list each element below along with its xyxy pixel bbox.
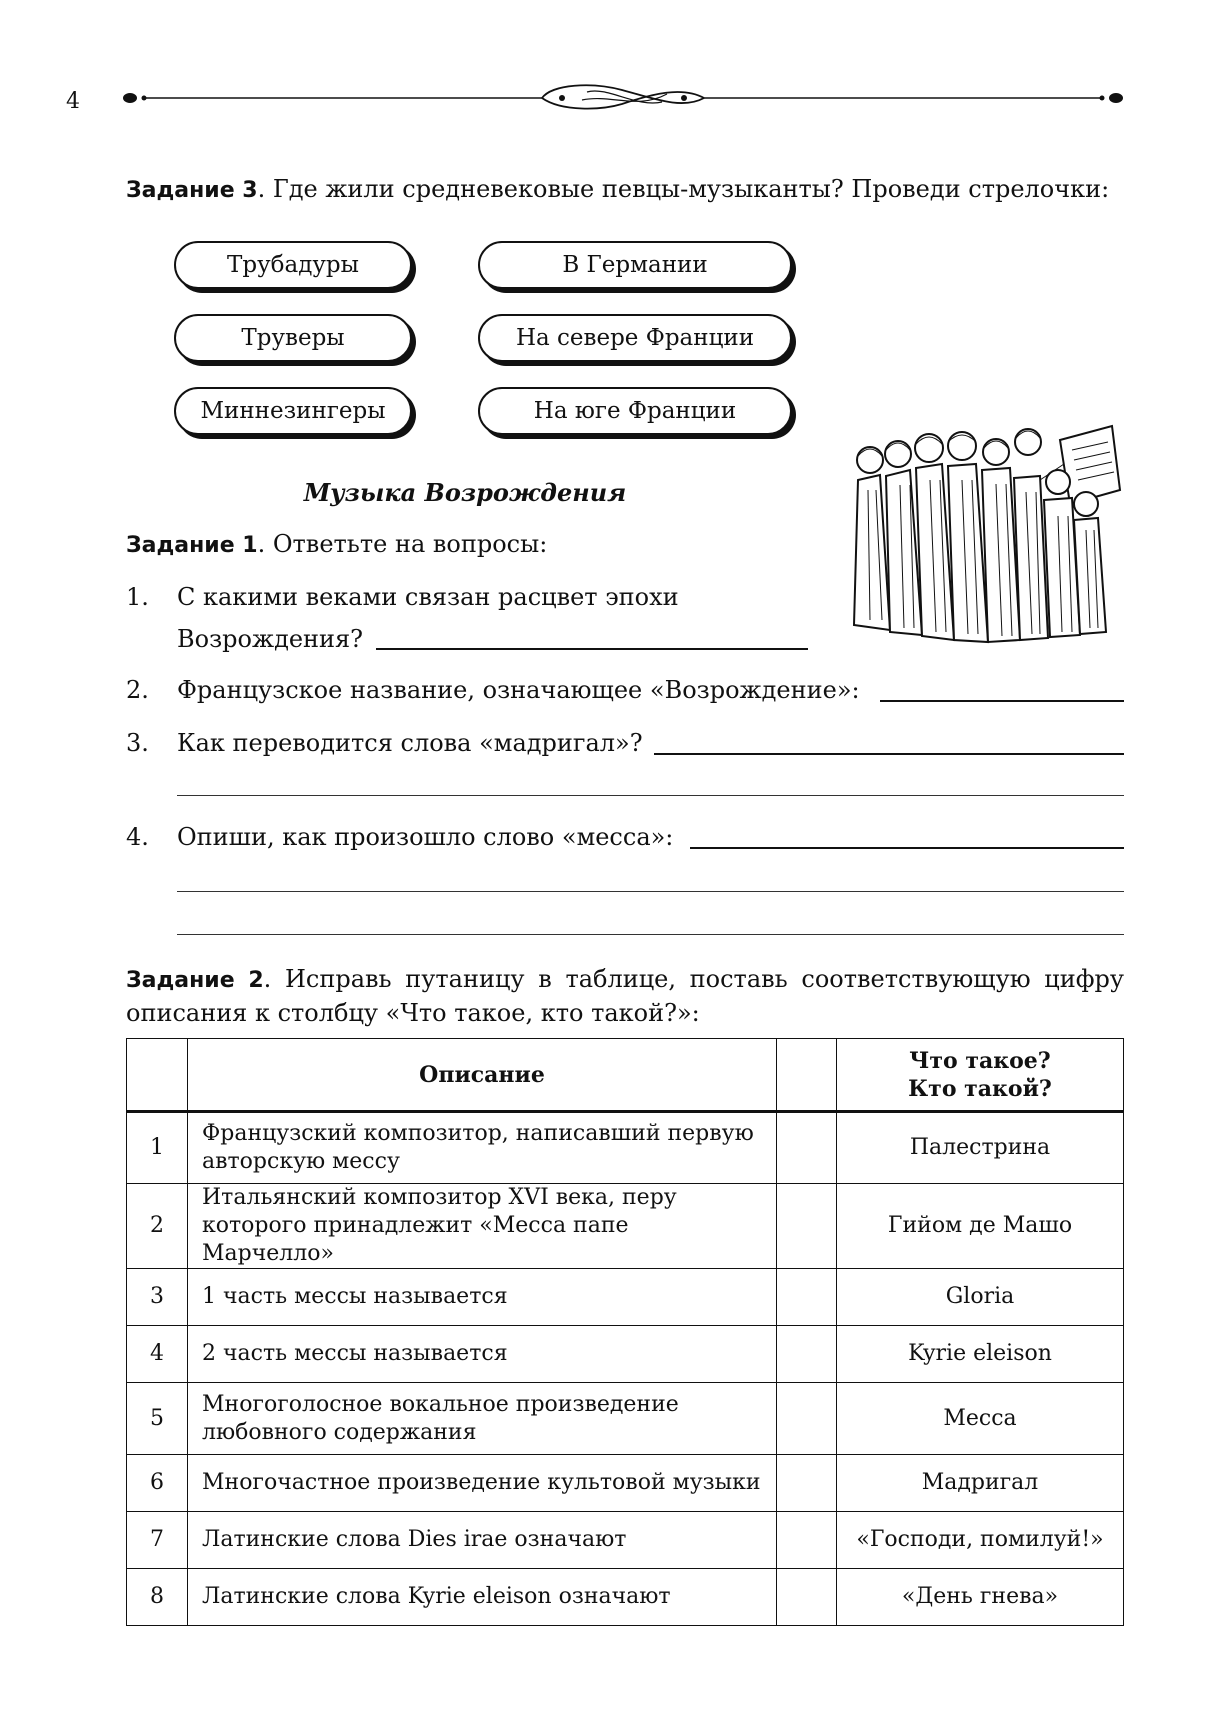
row-number: 8 bbox=[127, 1569, 188, 1626]
row-description: Итальянский композитор XVI века, перу которого принадлежит «Месса папе Марчелло» bbox=[188, 1184, 777, 1269]
table-row bbox=[127, 1512, 1124, 1569]
row-number: 6 bbox=[127, 1455, 188, 1512]
answer-line-3a[interactable] bbox=[654, 753, 1124, 755]
header-what: Что такое? Кто такой? bbox=[837, 1039, 1124, 1112]
row-number: 7 bbox=[127, 1512, 188, 1569]
row-term: Месса bbox=[837, 1383, 1124, 1455]
header-num-cell bbox=[127, 1039, 188, 1112]
question-1-text-cont: Возрождения? bbox=[177, 625, 364, 653]
task2-text: . Исправь путаницу в таблице, поставь соответствующую цифру описания к столбцу «Что такое, кто такой?»: bbox=[126, 965, 1124, 1027]
row-number: 3 bbox=[127, 1269, 188, 1326]
answer-cell[interactable] bbox=[777, 1184, 837, 1269]
answer-line-4c[interactable] bbox=[177, 934, 1124, 935]
question-1-text: С какими веками связан расцвет эпохи bbox=[177, 583, 679, 611]
option-north-france[interactable]: На севере Франции bbox=[478, 314, 792, 362]
choir-illustration bbox=[850, 420, 1125, 650]
question-1-number: 1. bbox=[126, 583, 149, 611]
table-row bbox=[127, 1326, 1124, 1383]
option-troubadours[interactable]: Трубадуры bbox=[174, 241, 412, 289]
answer-cell[interactable] bbox=[777, 1455, 837, 1512]
answer-cell[interactable] bbox=[777, 1383, 837, 1455]
row-term: Гийом де Машо bbox=[837, 1184, 1124, 1269]
task1-heading bbox=[126, 530, 547, 558]
task3-text: . Где жили средневековые певцы-музыканты? Проведи стрелочки: bbox=[257, 175, 1110, 203]
row-term: Gloria bbox=[837, 1269, 1124, 1326]
row-description: Французский композитор, написавший первую авторскую мессу bbox=[188, 1112, 777, 1184]
option-germany[interactable]: В Германии bbox=[478, 241, 792, 289]
task3-heading bbox=[126, 175, 1109, 203]
row-number: 4 bbox=[127, 1326, 188, 1383]
answer-line-4a[interactable] bbox=[690, 847, 1124, 849]
answer-line-1[interactable] bbox=[376, 648, 808, 650]
answer-cell[interactable] bbox=[777, 1326, 837, 1383]
task3-label: Задание 3 bbox=[126, 178, 258, 203]
answer-cell[interactable] bbox=[777, 1512, 837, 1569]
answer-line-2[interactable] bbox=[880, 700, 1124, 702]
table-row bbox=[127, 1383, 1124, 1455]
question-4-text: Опиши, как произошло слово «месса»: bbox=[177, 823, 674, 851]
row-number: 2 bbox=[127, 1184, 188, 1269]
option-south-france[interactable]: На юге Франции bbox=[478, 387, 792, 435]
row-description: 1 часть мессы называется bbox=[188, 1269, 777, 1326]
header-blank-cell bbox=[777, 1039, 837, 1112]
page-number: 4 bbox=[66, 89, 80, 114]
matching-table bbox=[126, 1038, 1124, 1626]
row-number: 1 bbox=[127, 1112, 188, 1184]
row-term: Палестрина bbox=[837, 1112, 1124, 1184]
row-description: Многоголосное вокальное произведение любовного содержания bbox=[188, 1383, 777, 1455]
ornament-divider bbox=[122, 80, 1124, 116]
row-number: 5 bbox=[127, 1383, 188, 1455]
row-term: Мадригал bbox=[837, 1455, 1124, 1512]
task1-text: . Ответьте на вопросы: bbox=[257, 530, 548, 558]
table-row bbox=[127, 1455, 1124, 1512]
question-2-text: Французское название, означающее «Возрождение»: bbox=[177, 676, 860, 704]
answer-line-3b[interactable] bbox=[177, 795, 1124, 796]
table-row bbox=[127, 1269, 1124, 1326]
header-description: Описание bbox=[188, 1039, 777, 1112]
table-row bbox=[127, 1112, 1124, 1184]
section-title: Музыка Возрождения bbox=[303, 478, 627, 507]
row-description: Многочастное произведение культовой музыки bbox=[188, 1455, 777, 1512]
answer-cell[interactable] bbox=[777, 1569, 837, 1626]
row-term: Kyrie eleison bbox=[837, 1326, 1124, 1383]
row-term: «День гнева» bbox=[837, 1569, 1124, 1626]
question-4-number: 4. bbox=[126, 823, 149, 851]
option-minnesingers[interactable]: Миннезингеры bbox=[174, 387, 412, 435]
row-term: «Господи, помилуй!» bbox=[837, 1512, 1124, 1569]
table-row bbox=[127, 1569, 1124, 1626]
answer-cell[interactable] bbox=[777, 1112, 837, 1184]
row-description: Латинские слова Dies irae означают bbox=[188, 1512, 777, 1569]
task1-label: Задание 1 bbox=[126, 533, 258, 558]
question-2-number: 2. bbox=[126, 676, 149, 704]
option-trouveres[interactable]: Труверы bbox=[174, 314, 412, 362]
table-row bbox=[127, 1184, 1124, 1269]
task2-heading bbox=[126, 963, 1124, 1030]
task2-label: Задание 2 bbox=[126, 968, 264, 993]
table-header-row bbox=[127, 1039, 1124, 1112]
row-description: 2 часть мессы называется bbox=[188, 1326, 777, 1383]
row-description: Латинские слова Kyrie eleison означают bbox=[188, 1569, 777, 1626]
question-3-number: 3. bbox=[126, 729, 149, 757]
question-3-text: Как переводится слова «мадригал»? bbox=[177, 729, 643, 757]
answer-line-4b[interactable] bbox=[177, 891, 1124, 892]
answer-cell[interactable] bbox=[777, 1269, 837, 1326]
